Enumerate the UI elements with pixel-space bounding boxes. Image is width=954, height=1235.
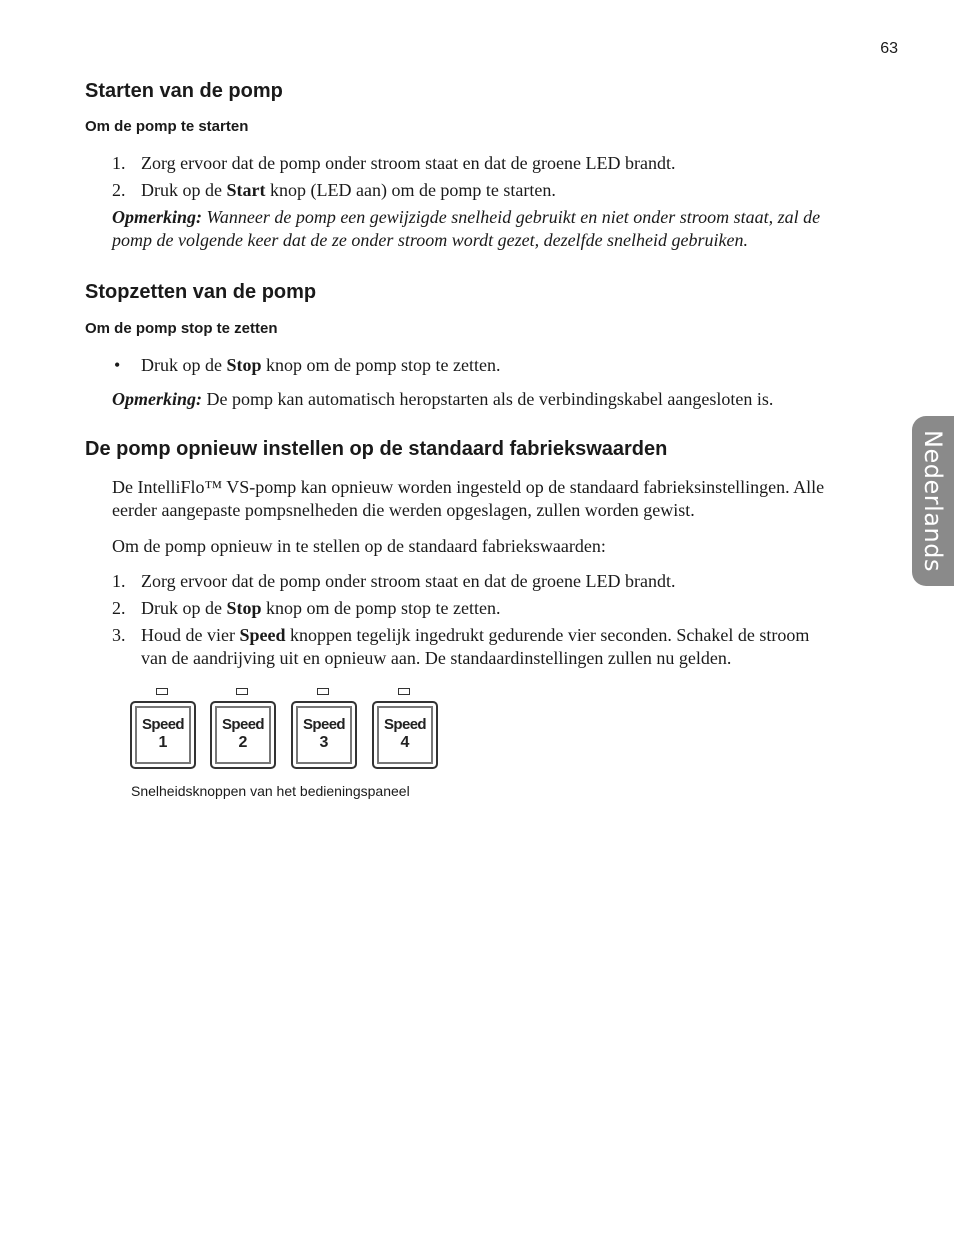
step-number: 2. [112, 598, 126, 618]
page-number: 63 [880, 40, 898, 57]
side-tab-label: Nederlands [919, 430, 947, 572]
note-stop: Opmerking: De pomp kan automatisch heropstarten als de verbindingskabel aangesloten is. [112, 389, 774, 409]
note-label: Opmerking: [112, 389, 202, 409]
subheading-start: Om de pomp te starten [85, 118, 249, 135]
speed-button-group [130, 684, 196, 770]
section-heading-stop: Stopzetten van de pomp [85, 281, 317, 303]
led-indicator-icon [156, 688, 168, 695]
step-text: Druk op de Start knop (LED aan) om de pomp te starten. [141, 180, 556, 200]
section-heading-reset: De pomp opnieuw instellen op de standaard fabriekswaarden [85, 438, 668, 460]
note-start: Opmerking: Wanneer de pomp een gewijzigde snelheid gebruikt en niet onder stroom staat, zal de pomp de volgende keer dat de ze onder stroom wordt gezet, dezelfde snelheid gebruiken. [112, 207, 821, 250]
speed-buttons-figure [128, 684, 448, 774]
language-side-tab [912, 416, 954, 586]
led-indicator-icon [317, 688, 329, 695]
note-label: Opmerking: [112, 207, 202, 227]
paragraph-reset-how: Om de pomp opnieuw in te stellen op de standaard fabriekswaarden: [112, 536, 606, 556]
bullet: • [114, 355, 121, 375]
speed-3-button: Speed 3 [291, 701, 357, 769]
speed-button-group [210, 684, 276, 770]
step-text: Houd de vier Speed knoppen tegelijk ingedrukt gedurende vier seconden. Schakel de stroom van de aandrijving uit en opnieuw aan. De standaardinstellingen zullen nu gelden. [141, 625, 810, 668]
speed-2-button: Speed 2 [210, 701, 276, 769]
figure-caption: Snelheidsknoppen van het bedieningspaneel [131, 783, 410, 799]
step-number: 1. [112, 153, 126, 173]
subheading-stop: Om de pomp stop te zetten [85, 320, 278, 337]
speed-4-button: Speed 4 [372, 701, 438, 769]
step-number: 3. [112, 625, 126, 645]
paragraph-reset-intro: De IntelliFlo™ VS-pomp kan opnieuw worden ingesteld op de standaard fabrieksinstellingen. Alle eerder aangepaste pompsnelheden die werden opgeslagen, zullen worden gewist. [112, 477, 825, 520]
speed-1-button: Speed 1 [130, 701, 196, 769]
speed-button-group [372, 684, 438, 770]
step-number: 1. [112, 571, 126, 591]
bullet-text: Druk op de Stop knop om de pomp stop te zetten. [141, 355, 501, 375]
step-number: 2. [112, 180, 126, 200]
step-text: Druk op de Stop knop om de pomp stop te zetten. [141, 598, 501, 618]
speed-button-group [291, 684, 357, 770]
step-text: Zorg ervoor dat de pomp onder stroom staat en dat de groene LED brandt. [141, 153, 676, 173]
section-heading-start: Starten van de pomp [85, 80, 283, 102]
led-indicator-icon [398, 688, 410, 695]
step-text: Zorg ervoor dat de pomp onder stroom staat en dat de groene LED brandt. [141, 571, 676, 591]
led-indicator-icon [236, 688, 248, 695]
